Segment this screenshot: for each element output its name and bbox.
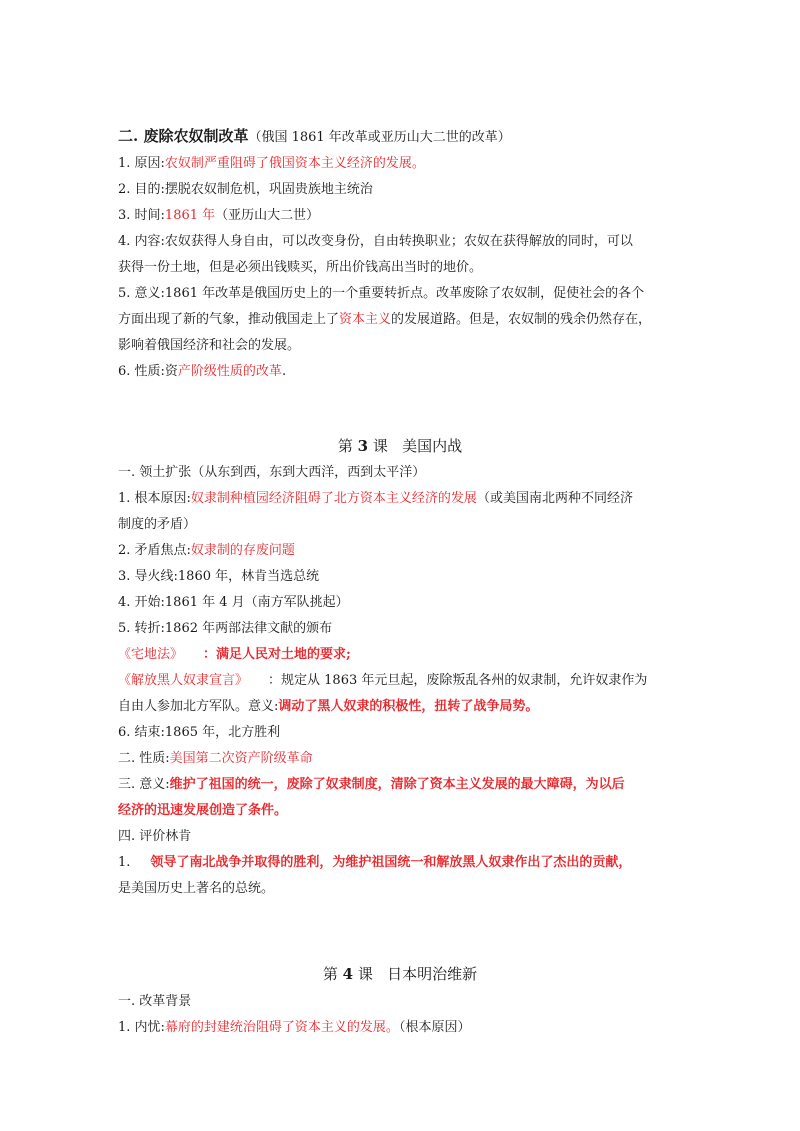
start-line: 4. 开始:1861 年 4 月（南方军队挑起）: [118, 595, 349, 610]
expansion-line: 一. 领土扩张（从东到西，东到大西洋，西到太平洋）: [118, 465, 426, 480]
war-nature-line: [118, 750, 688, 767]
section-title: 二. 废除农奴制改革: [118, 127, 249, 145]
root-value: 奴隶制种植园经济阻碍了北方资本主义经济的发展: [190, 491, 477, 506]
emancipation-meaning: 调动了黑人奴隶的积极性，扭转了战争局势。: [278, 699, 539, 714]
meaning-text-a: 方面出现了新的气象，推动俄国走上了: [118, 312, 340, 327]
evaluate-line-2: 是美国历史上著名的总统。: [118, 881, 275, 896]
lesson3-name: 美国内战: [402, 437, 463, 455]
evaluate-num: 1.: [118, 855, 131, 870]
section-heading-serfdom-reform: [118, 128, 688, 146]
root-note: （或美国南北两种不同经济: [476, 491, 633, 506]
meaning-line-2: [118, 311, 688, 328]
nature-value: 产阶级性质的改革: [177, 364, 282, 379]
reason-label: 1. 原因:: [118, 156, 165, 171]
lesson4-title-mid: 课: [353, 965, 373, 983]
evaluate-line-1: [118, 854, 688, 871]
reason-value: 农奴制严重阻碍了俄国资本主义经济的发展。: [164, 156, 425, 171]
lesson3-title: [0, 438, 800, 455]
emancipation-name: 《解放黑人奴隶宣言》: [118, 673, 249, 688]
emancipation-line-2: [118, 698, 688, 715]
war-meaning-value-1: 维护了祖国的统一，废除了奴隶制度，清除了资本主义发展的最大障碍，为以后: [169, 777, 625, 792]
lesson4-title: [0, 966, 800, 983]
content-line-1: 4. 内容:农奴获得人身自由，可以改变身份，自由转换职业；农奴在获得解放的同时，可以: [118, 234, 633, 249]
homestead-line: [118, 646, 688, 663]
focus-label: 2. 矛盾焦点:: [118, 543, 191, 558]
content-line-2: 获得一份土地，但是必须出钱赎买，所出价钱高出当时的地价。: [118, 260, 483, 275]
root-cause-line-1: [118, 490, 688, 507]
war-meaning-line-2: 经济的迅速发展创造了条件。: [118, 803, 288, 818]
emancipation-desc: ：规定从 1863 年元旦起，废除叛乱各州的奴隶制，允许奴隶作为: [268, 673, 648, 688]
focus-line: [118, 542, 688, 559]
time-line: [118, 207, 688, 224]
evaluate-heading: 四. 评价林肯: [118, 829, 192, 844]
emancipation-desc-2: 自由人参加北方军队。意义:: [118, 699, 279, 714]
background-heading: 一. 改革背景: [118, 994, 192, 1009]
lesson4-number: 4: [342, 965, 354, 983]
internal-line: [118, 1019, 688, 1036]
lesson4-name: 日本明治维新: [387, 965, 478, 983]
end-line: 6. 结束:1865 年，北方胜利: [118, 725, 281, 740]
war-nature-value: 美国第二次资产阶级革命: [169, 751, 313, 766]
time-label: 3. 时间:: [118, 208, 165, 223]
root-cause-line-2: 制度的矛盾）: [118, 517, 197, 532]
war-meaning-line-1: [118, 776, 688, 793]
meaning-line-1: 5. 意义:1861 年改革是俄国历史上的一个重要转折点。改革废除了农奴制，促使社会的各个: [118, 286, 645, 301]
meaning-highlight: 资本主义: [339, 312, 392, 327]
meaning-text-b: 的发展道路。但是，农奴制的残余仍然存在，: [391, 312, 652, 327]
time-note: （亚历山大二世）: [215, 208, 320, 223]
lesson3-title-mid: 课: [368, 437, 388, 455]
homestead-act-name: 《宅地法》: [118, 647, 184, 662]
war-meaning-label: 三. 意义:: [118, 777, 170, 792]
time-value: 1861 年: [164, 208, 216, 223]
evaluate-value: 领导了南北战争并取得的胜利，为维护祖国统一和解放黑人奴隶作出了杰出的贡献，: [150, 855, 632, 870]
trigger-line: 3. 导火线:1860 年，林肯当选总统: [118, 569, 320, 584]
reason-line: [118, 155, 688, 172]
turn-line: 5. 转折:1862 年两部法律文献的颁布: [118, 621, 333, 636]
internal-value: 幕府的封建统治阻碍了资本主义的发展。: [164, 1020, 399, 1035]
section-title-note: （俄国 1861 年改革或亚历山大二世的改革）: [248, 130, 511, 145]
war-nature-label: 二. 性质:: [118, 751, 170, 766]
nature-label: 6. 性质:资: [118, 364, 178, 379]
nature-end: .: [281, 364, 287, 379]
homestead-act-desc: ：满足人民对土地的要求;: [203, 647, 351, 662]
internal-note: （根本原因）: [398, 1020, 471, 1035]
focus-value: 奴隶制的存废问题: [190, 543, 295, 558]
lesson3-title-prefix: 第: [337, 437, 358, 455]
root-label: 1. 根本原因:: [118, 491, 191, 506]
lesson4-title-prefix: 第: [322, 965, 343, 983]
nature-line: [118, 363, 688, 380]
lesson3-number: 3: [357, 437, 369, 455]
emancipation-line-1: [118, 672, 688, 689]
meaning-line-3: 影响着俄国经济和社会的发展。: [118, 338, 301, 353]
internal-label: 1. 内忧:: [118, 1020, 165, 1035]
purpose-line: 2. 目的:摆脱农奴制危机，巩固贵族地主统治: [118, 182, 373, 197]
